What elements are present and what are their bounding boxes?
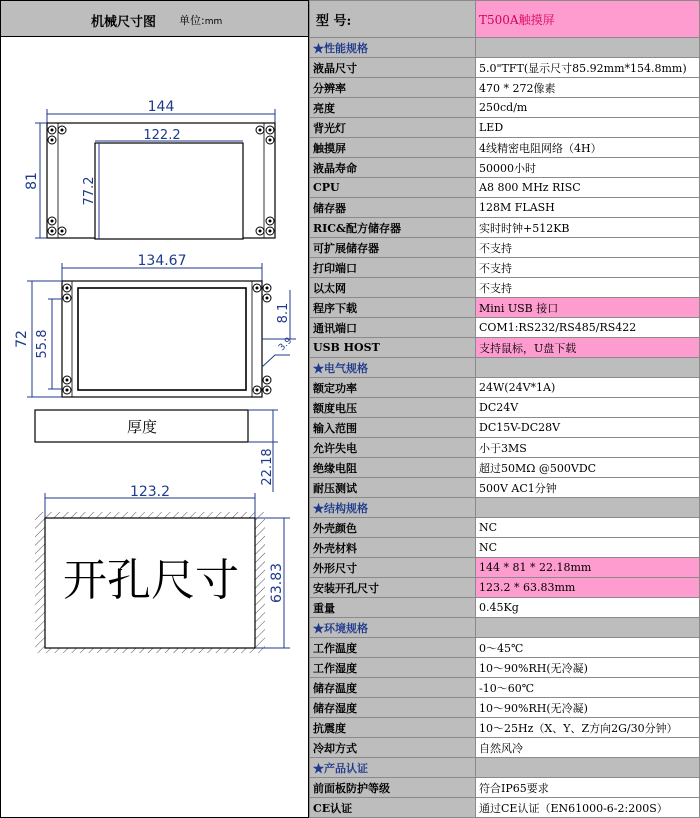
spec-key: 打印端口 [310,258,476,278]
drawing-header [0,0,309,37]
spec-value: -10～60℃ [476,678,700,698]
lcd-width-dim: 122.2 [143,128,181,143]
spec-value: 小于3MS [476,438,700,458]
spec-key: 安装开孔尺寸 [310,578,476,598]
spec-row [310,418,700,438]
spec-value: 50000小时 [476,158,700,178]
corner-dim: 3.9 [277,335,295,354]
spec-row [310,318,700,338]
model-value: T500A触摸屏 [476,1,700,38]
spec-key: 亮度 [310,98,476,118]
drawing-title: 机械尺寸图 [91,15,157,30]
spec-row [310,558,700,578]
spec-row [310,638,700,658]
spec-row [310,718,700,738]
spec-key: 液晶寿命 [310,158,476,178]
model-row [310,1,700,38]
spec-key: 绝缘电阻 [310,458,476,478]
spec-key: 前面板防护等级 [310,778,476,798]
spec-row [310,438,700,458]
model-key: 型 号: [310,1,476,38]
spec-row [310,178,700,198]
spec-key: CE认证 [310,798,476,818]
spec-row [310,98,700,118]
spec-value: 470 * 272像素 [476,78,700,98]
spec-row [310,538,700,558]
spec-row [310,378,700,398]
spec-key: 程序下载 [310,298,476,318]
spec-row [310,258,700,278]
spec-row [310,278,700,298]
spec-value: NC [476,518,700,538]
spec-value: Mini USB 接口 [476,298,700,318]
spec-key: 抗震度 [310,718,476,738]
spec-value: A8 800 MHz RISC [476,178,700,198]
spec-value: 144 * 81 * 22.18mm [476,558,700,578]
spec-value: LED [476,118,700,138]
section-fill [476,758,700,778]
spec-key: USB HOST [310,338,476,358]
spec-row [310,338,700,358]
spec-row [310,798,700,818]
front-width-dim: 144 [147,99,175,115]
spec-row [310,458,700,478]
spec-row [310,398,700,418]
spec-value: NC [476,538,700,558]
spec-row [310,678,700,698]
side-view [14,253,296,397]
spec-key: 通讯端口 [310,318,476,338]
lcd-height-55-dim: 55.8 [35,329,50,359]
front-height-dim: 81 [24,172,40,190]
edge-dim: 8.1 [276,302,291,324]
cutout-label: 开孔尺寸 [63,555,239,606]
spec-value: 500V AC1分钟 [476,478,700,498]
spec-row [310,658,700,678]
spec-key: 可扩展储存器 [310,238,476,258]
spec-section-row [310,358,700,378]
spec-key: 工作温度 [310,638,476,658]
spec-value: COM1:RS232/RS485/RS422 [476,318,700,338]
spec-key: 触摸屏 [310,138,476,158]
spec-value: 0～45℃ [476,638,700,658]
spec-key: 分辨率 [310,78,476,98]
section-title: ★结构规格 [310,498,476,518]
spec-row [310,478,700,498]
spec-row [310,698,700,718]
spec-value: 符合IP65要求 [476,778,700,798]
side-height-dim: 72 [14,330,30,348]
unit-label: 单位: [179,14,205,27]
section-title: ★性能规格 [310,38,476,58]
section-title: ★环境规格 [310,618,476,638]
spec-key: 外壳材料 [310,538,476,558]
spec-key: 允许失电 [310,438,476,458]
spec-row [310,578,700,598]
spec-value: 超过50MΩ @500VDC [476,458,700,478]
spec-value: DC24V [476,398,700,418]
unit-value: mm [204,17,223,27]
spec-value: 实时时钟+512KB [476,218,700,238]
spec-key: RIC&配方储存器 [310,218,476,238]
spec-value: 123.2 * 63.83mm [476,578,700,598]
spec-value: 250cd/m [476,98,700,118]
thickness-dim: 22.18 [260,448,275,486]
unit-caption [179,12,222,28]
section-fill [476,618,700,638]
spec-key: 额定功率 [310,378,476,398]
spec-key: 储存湿度 [310,698,476,718]
spec-value: 10～90%RH(无冷凝) [476,698,700,718]
cutout-view [35,484,290,653]
spec-row [310,298,700,318]
spec-key: 耐压测试 [310,478,476,498]
spec-key: 外壳颜色 [310,518,476,538]
section-title: ★电气规格 [310,358,476,378]
front-view [24,99,275,239]
spec-row [310,118,700,138]
spec-row [310,738,700,758]
spec-value: 自然风冷 [476,738,700,758]
thickness-label: 厚度 [126,418,158,436]
spec-value: 0.45Kg [476,598,700,618]
mechanical-drawing [0,37,309,818]
spec-value: 不支持 [476,278,700,298]
spec-key: 输入范围 [310,418,476,438]
spec-section-row [310,618,700,638]
section-fill [476,498,700,518]
spec-key: 背光灯 [310,118,476,138]
spec-row [310,78,700,98]
spec-row [310,218,700,238]
spec-value: 4线精密电阻网络（4H） [476,138,700,158]
spec-value: 支持鼠标，U盘下载 [476,338,700,358]
spec-section-row [310,498,700,518]
spec-row [310,198,700,218]
spec-value: 24W(24V*1A) [476,378,700,398]
cutout-height-dim: 63.83 [269,562,285,604]
spec-key: CPU [310,178,476,198]
spec-value: 不支持 [476,238,700,258]
section-title: ★产品认证 [310,758,476,778]
spec-row [310,518,700,538]
spec-key: 以太网 [310,278,476,298]
spec-row [310,778,700,798]
spec-key: 液晶尺寸 [310,58,476,78]
section-fill [476,38,700,58]
spec-key: 储存器 [310,198,476,218]
spec-row [310,58,700,78]
spec-section-row [310,758,700,778]
spec-section-row [310,38,700,58]
spec-key: 冷却方式 [310,738,476,758]
spec-value: 10～90%RH(无冷凝) [476,658,700,678]
cutout-width-dim: 123.2 [129,484,171,500]
spec-value: 10～25Hz（X、Y、Z方向2G/30分钟） [476,718,700,738]
spec-value: 通过CE认证（EN61000-6-2:200S） [476,798,700,818]
spec-table [309,0,700,818]
spec-row [310,598,700,618]
spec-key: 储存温度 [310,678,476,698]
spec-key: 外形尺寸 [310,558,476,578]
thickness-view [35,410,278,492]
side-width-dim: 134.67 [137,253,187,269]
spec-value: 128M FLASH [476,198,700,218]
spec-value: 不支持 [476,258,700,278]
spec-key: 重量 [310,598,476,618]
spec-key: 工作湿度 [310,658,476,678]
spec-value: 5.0"TFT(显示尺寸85.92mm*154.8mm) [476,58,700,78]
section-fill [476,358,700,378]
spec-row [310,238,700,258]
spec-row [310,158,700,178]
spec-value: DC15V-DC28V [476,418,700,438]
spec-key: 额度电压 [310,398,476,418]
spec-row [310,138,700,158]
lcd-height-dim: 77.2 [82,176,97,206]
